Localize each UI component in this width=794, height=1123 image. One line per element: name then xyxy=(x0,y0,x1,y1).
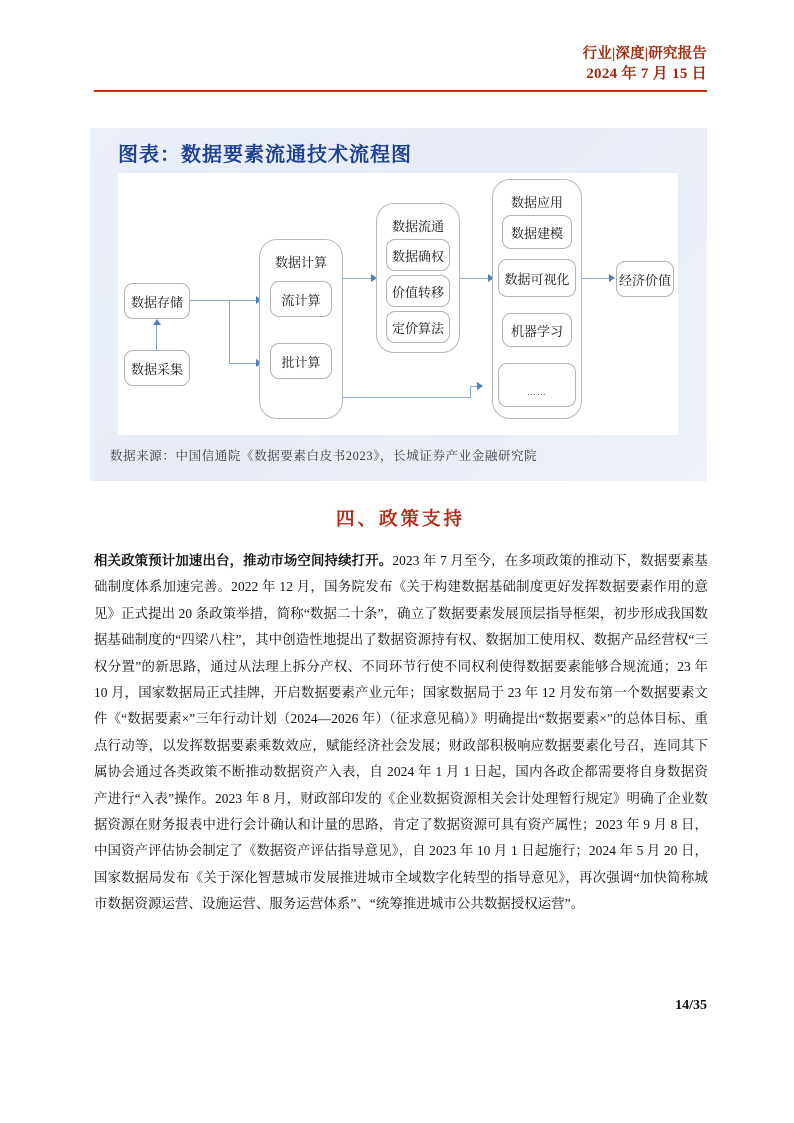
header-divider xyxy=(94,90,707,93)
node-data-modeling: 数据建模 xyxy=(502,215,572,249)
header-text-block xyxy=(94,44,707,85)
figure-title: 图表：数据要素流通技术流程图 xyxy=(118,144,412,166)
node-data-collection: 数据采集 xyxy=(124,350,190,386)
flowchart xyxy=(118,173,678,435)
body-paragraph xyxy=(94,548,708,918)
figure-panel xyxy=(90,128,707,481)
report-date: 2024 年 7 月 15 日 xyxy=(586,66,707,82)
node-stream-computing: 流计算 xyxy=(270,281,332,317)
node-machine-learning: 机器学习 xyxy=(502,313,572,347)
body-lead-in: 相关政策预计加速出台，推动市场空间持续打开。 xyxy=(94,553,393,568)
node-economic-value: 经济价值 xyxy=(616,261,674,297)
group-label-data-application: 数据应用 xyxy=(510,195,563,210)
edge-bus-to-stream xyxy=(229,300,257,301)
node-more-applications: …… xyxy=(498,363,576,407)
figure-canvas xyxy=(118,173,678,435)
edge-circulation-to-application xyxy=(460,278,489,279)
node-value-transfer: 价值转移 xyxy=(386,275,450,307)
node-data-storage: 数据存储 xyxy=(124,283,190,319)
edge-bus-to-batch xyxy=(229,363,257,364)
body-paragraph-text: 2023 年 7 月至今，在多项政策的推动下，数据要素基础制度体系加速完善。2022 年 12 月，国务院发布《关于构建数据基础制度更好发挥数据要素作用的意见》正式提出 20 条政策举措，简称“数据二十条”，确立了数据要素发展顶层指导框架，初步形成我国数据基础制度的“四梁八柱”，其中创造性地提出了数据资源持有权、数据加工使用权、数据产品经营权“三权分置”的新思路，通过从法理上拆分产权、不同环节行使不同权利使得数据要素能够合规流通；23 年 10 月，国家数据局正式挂牌，开启数据要素产业元年；国家数据局于 23 年 12 月发布第一个数据要素文件《“数据要素×”三年行动计划（2024—2026 年）（征求意见稿）》明确提出“数据要素×”的总体目标、重点行动等，以发挥数据要素乘数效应，赋能经济社会发展；财政部积极响应数据要素化号召，连同其下属协会通过各类政策不断推动数据资产入表，自 2024 年 1 月 1 日起，国内各政企都需要将自身数据资产进行“入表”操作。2023 年 8 月，财政部印发的《企业数据资源相关会计处理暂行规定》明确了企业数据资源在财务报表中进行会计确认和计量的思路，肯定了数据资源可具有资产属性；2023 年 9 月 8 日，中国资产评估协会制定了《数据资产评估指导意见》，自 2023 年 10 月 1 日起施行；2024 年 5 月 20 日，国家数据局发布《关于深化智慧城市发展推进城市全域数字化转型的指导意见》，再次强调“加快简称城市数据资源运营、设施运营、服务运营体系”、“统筹推进城市公共数据授权运营”。 xyxy=(94,553,708,912)
page-number: 14/35 xyxy=(675,998,707,1013)
node-pricing-algorithm: 定价算法 xyxy=(386,311,450,343)
node-batch-computing: 批计算 xyxy=(270,343,332,379)
edge-computation-to-application xyxy=(343,397,471,398)
edge-bus-vertical xyxy=(229,300,230,363)
node-data-rights-confirmation: 数据确权 xyxy=(386,239,450,271)
node-data-visualization: 数据可视化 xyxy=(498,259,576,297)
edge-computation-to-application-riser xyxy=(470,386,471,398)
edge-computation-to-circulation xyxy=(343,278,372,279)
report-category: 行业|深度|研究报告 xyxy=(582,46,707,62)
page-header xyxy=(94,44,707,92)
edge-application-to-economic-value xyxy=(582,278,610,279)
group-label-data-circulation: 数据流通 xyxy=(391,219,444,234)
arrowhead-computation-to-application xyxy=(477,382,483,390)
group-data-computation xyxy=(259,239,343,419)
arrowhead-collection-to-storage xyxy=(153,319,161,325)
figure-source-note: 数据来源：中国信通院《数据要素白皮书2023》，长城证券产业金融研究院 xyxy=(110,449,538,463)
arrowhead-application-to-economic-value xyxy=(609,274,615,282)
section-heading: 四、政策支持 xyxy=(335,510,465,530)
edge-collection-to-storage xyxy=(156,325,157,350)
edge-storage-to-bus xyxy=(190,300,230,301)
group-label-data-computation: 数据计算 xyxy=(274,255,327,270)
